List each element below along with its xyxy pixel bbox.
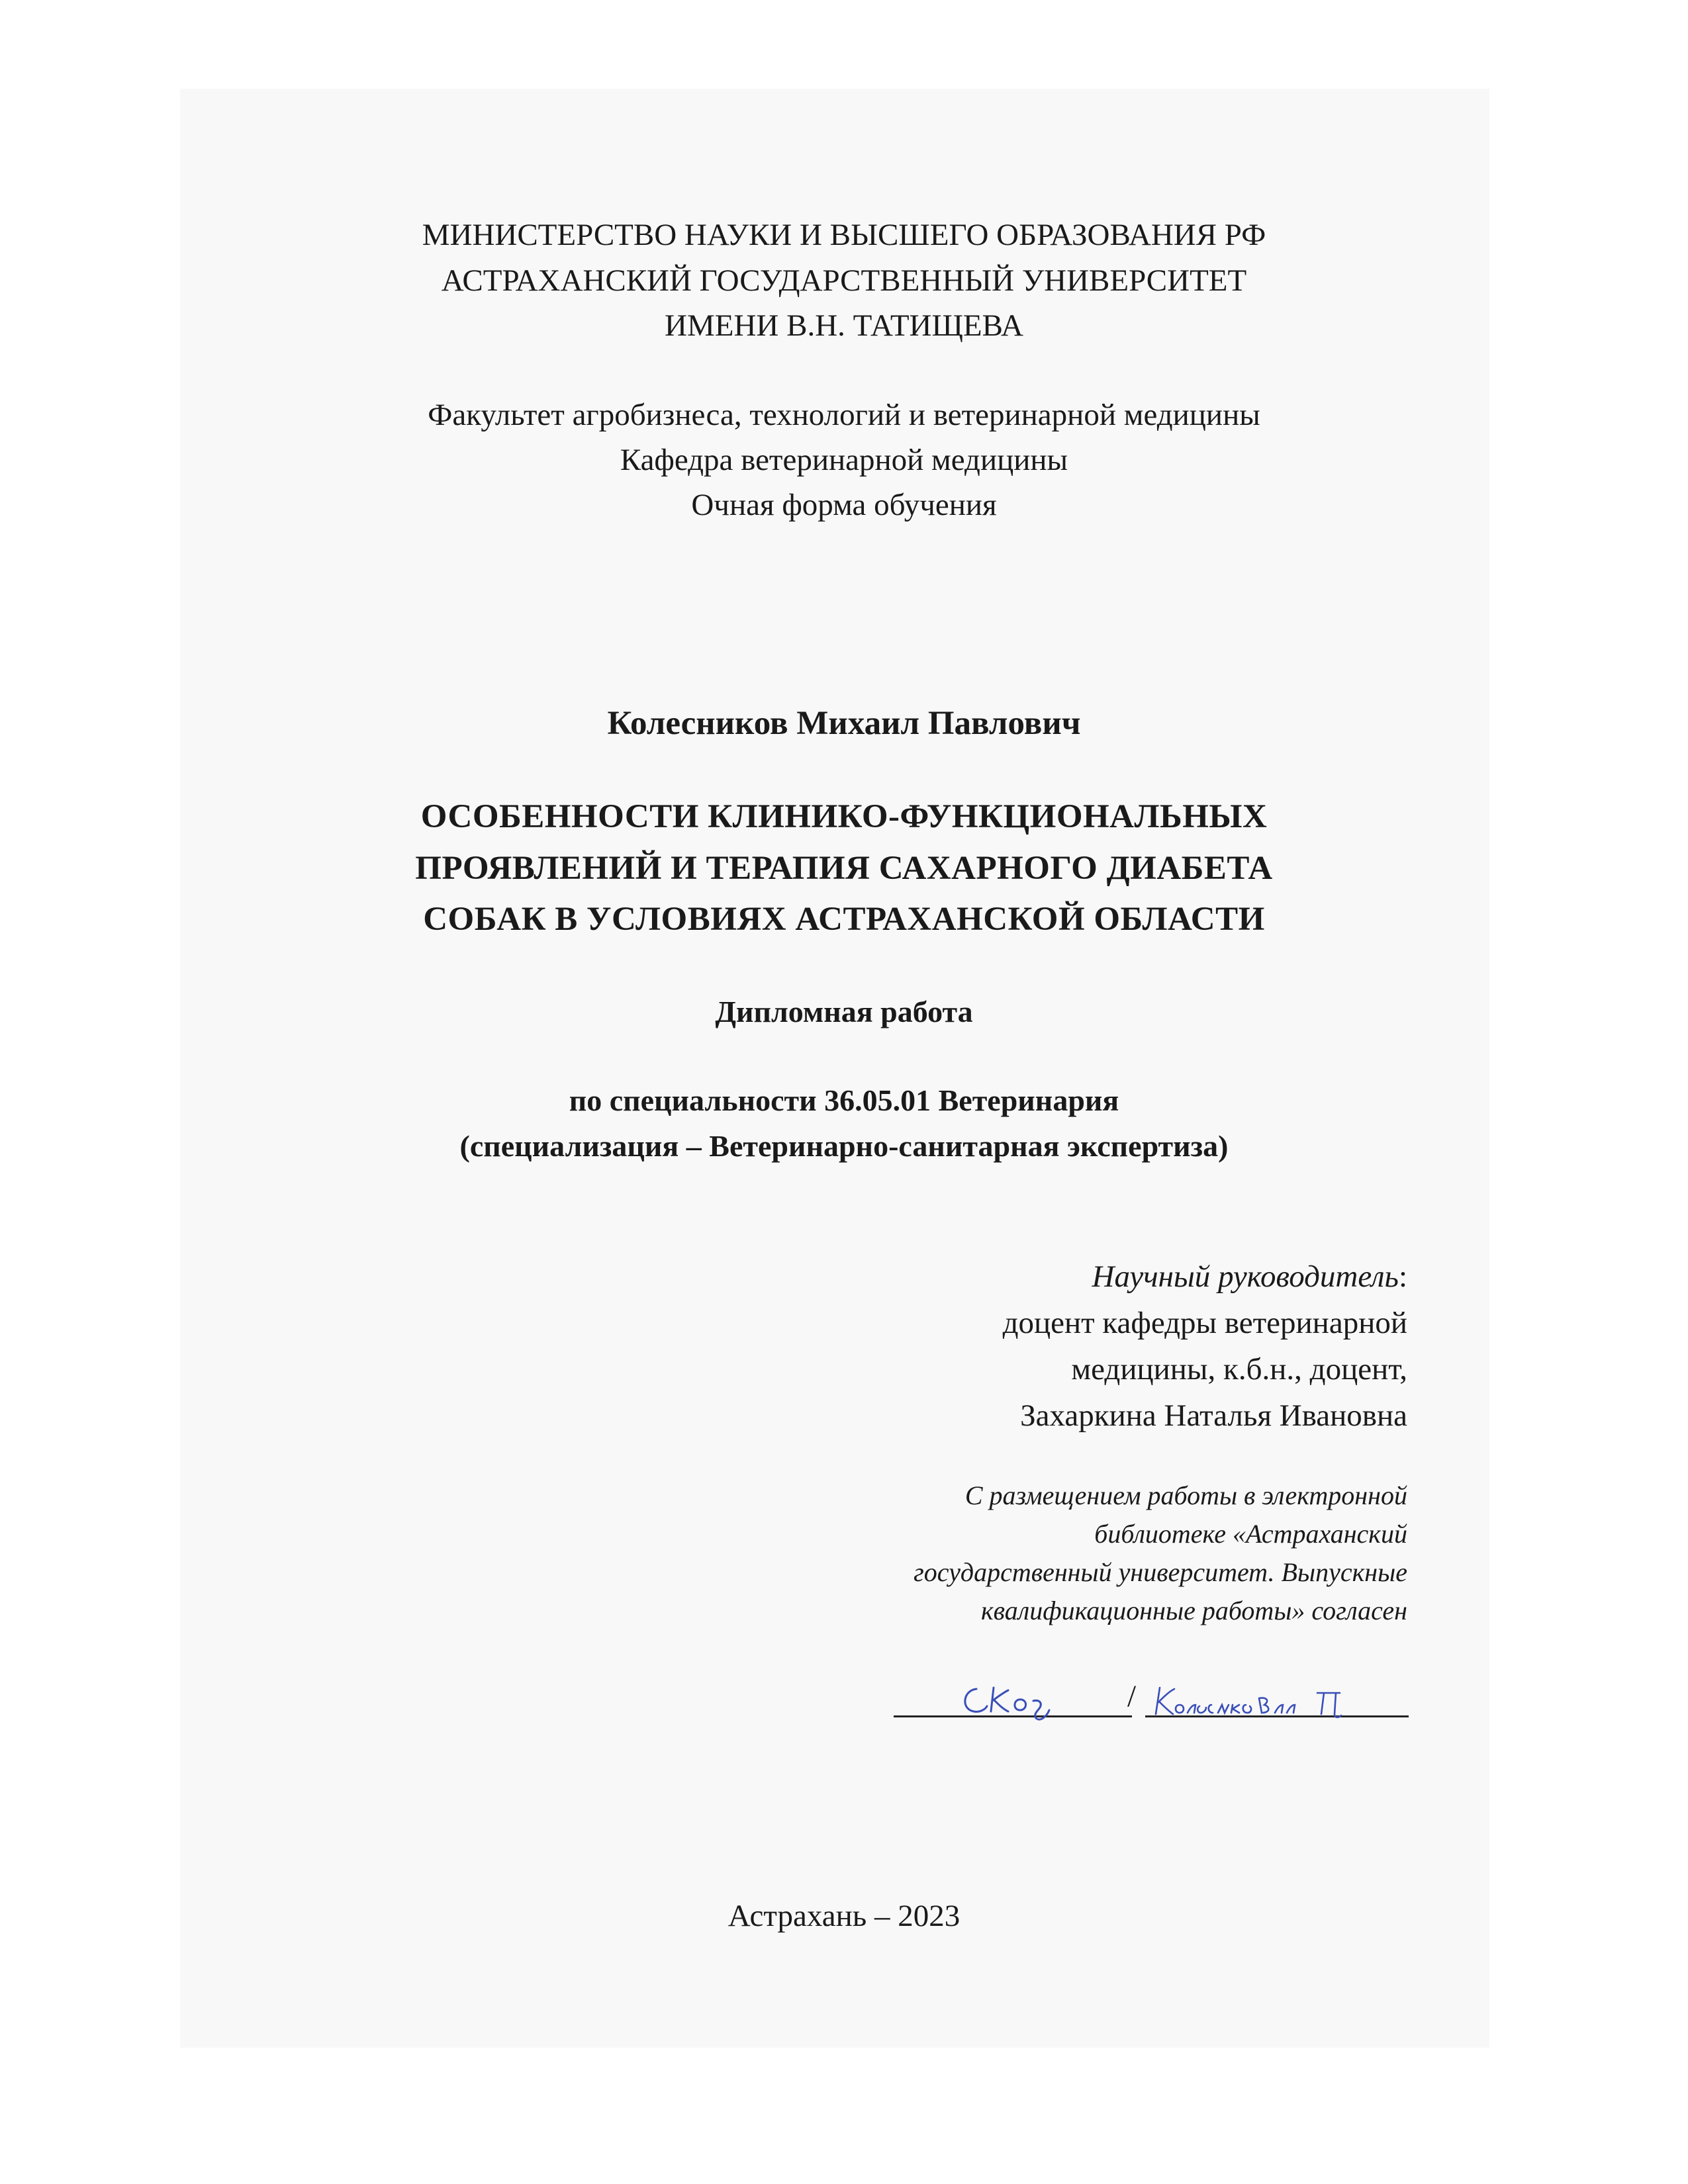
- supervisor-label: [1092, 1261, 1407, 1293]
- supervisor-label-colon: :: [1398, 1259, 1407, 1294]
- supervisor-position-line-1: доцент кафедры ветеринарной: [1002, 1306, 1407, 1340]
- study-form: Очная форма обучения: [691, 488, 997, 522]
- supervisor-name: Захаркина Наталья Ивановна: [1020, 1398, 1407, 1433]
- signature-separator: /: [1127, 1679, 1137, 1713]
- handwritten-signature: [957, 1677, 1076, 1723]
- document-page: [180, 89, 1489, 2048]
- university-name-line-1: АСТРАХАНСКИЙ ГОСУДАРСТВЕННЫЙ УНИВЕРСИТЕТ: [441, 263, 1247, 298]
- author-name: Колесников Михаил Павлович: [607, 705, 1081, 742]
- consent-line-1: С размещением работы в электронной: [964, 1480, 1407, 1510]
- specialty: по специальности 36.05.01 Ветеринария: [569, 1083, 1119, 1117]
- faculty-name: Факультет агробизнеса, технологий и ветеринарной медицины: [428, 398, 1260, 432]
- consent-line-3: государственный университет. Выпускные: [914, 1557, 1407, 1587]
- city-year: Астрахань – 2023: [727, 1899, 961, 1933]
- department-name: Кафедра ветеринарной медицины: [620, 443, 1068, 477]
- consent-line-4: квалификационные работы» согласен: [980, 1596, 1407, 1625]
- thesis-title-line-2: ПРОЯВЛЕНИЙ И ТЕРАПИЯ САХАРНОГО ДИАБЕТА: [415, 850, 1273, 887]
- thesis-title-line-3: СОБАК В УСЛОВИЯХ АСТРАХАНСКОЙ ОБЛАСТИ: [423, 901, 1265, 938]
- supervisor-label-text: Научный руководитель: [1092, 1259, 1399, 1294]
- ministry-heading: МИНИСТЕРСТВО НАУКИ И ВЫСШЕГО ОБРАЗОВАНИЯ РФ: [422, 218, 1266, 252]
- work-type: Дипломная работа: [715, 995, 973, 1028]
- thesis-title-line-1: ОСОБЕННОСТИ КЛИНИКО-ФУНКЦИОНАЛЬНЫХ: [420, 798, 1268, 835]
- consent-line-2: библиотеке «Астраханский: [1094, 1519, 1407, 1549]
- handwritten-name: [1150, 1678, 1415, 1725]
- university-name-line-2: ИМЕНИ В.Н. ТАТИЩЕВА: [665, 308, 1023, 343]
- specialization: (специализация – Ветеринарно-санитарная экспертиза): [459, 1129, 1229, 1163]
- supervisor-position-line-2: медицины, к.б.н., доцент,: [1071, 1352, 1407, 1387]
